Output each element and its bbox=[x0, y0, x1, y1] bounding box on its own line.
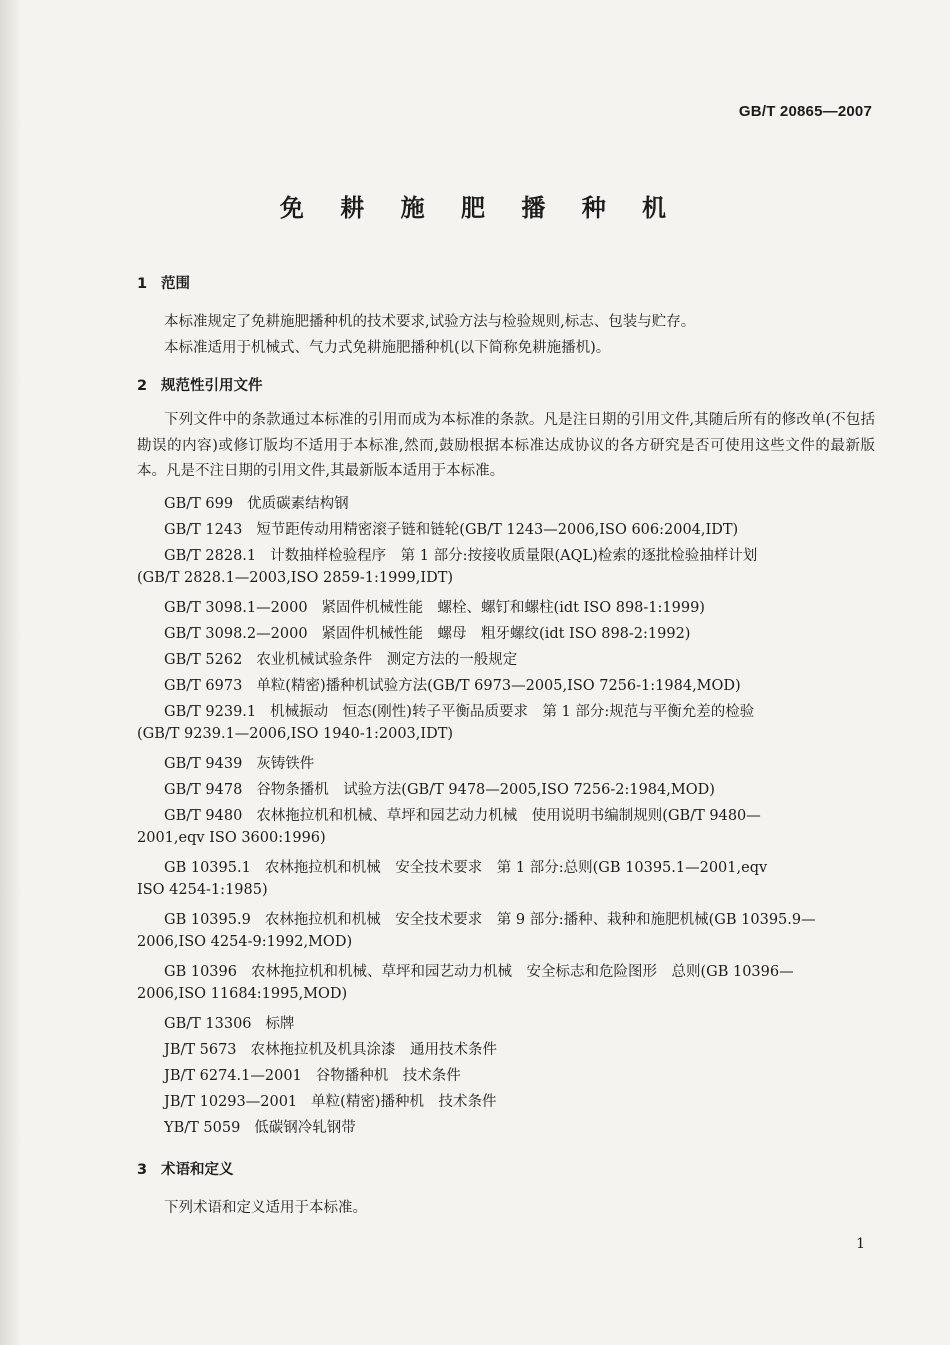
reference-entry bbox=[164, 1064, 461, 1085]
reference-entry bbox=[164, 752, 314, 773]
reference-code: GB 10395.1 bbox=[164, 860, 251, 876]
reference-code: GB/T 3098.2—2000 bbox=[164, 626, 308, 642]
reference-entry bbox=[164, 1038, 497, 1059]
section-1-line: 本标准规定了免耕施肥播种机的技术要求,试验方法与检验规则,标志、包装与贮存。 bbox=[164, 314, 696, 330]
section-title: 范围 bbox=[161, 276, 190, 292]
reference-continuation: (GB/T 2828.1—2003,ISO 2859-1:1999,IDT) bbox=[137, 570, 454, 586]
reference-continuation: ISO 4254-1:1985) bbox=[137, 882, 268, 898]
standard-code: GB/T 20865—2007 bbox=[738, 103, 872, 120]
reference-title: 农林拖拉机和机械 安全技术要求 第 1 部分:总则(GB 10395.1—2001,eqv bbox=[264, 860, 768, 876]
reference-code: GB/T 9239.1 bbox=[164, 704, 257, 720]
reference-title: 农林拖拉机和机械、草坪和园艺动力机械 安全标志和危险图形 总则(GB 10396— bbox=[250, 964, 794, 980]
reference-entry bbox=[164, 596, 705, 617]
reference-code: GB/T 3098.1—2000 bbox=[164, 600, 308, 616]
reference-title: 短节距传动用精密滚子链和链轮(GB/T 1243—2006,ISO 606:2004,IDT) bbox=[256, 522, 739, 538]
reference-entry bbox=[164, 804, 761, 825]
reference-entry bbox=[164, 1116, 356, 1137]
reference-title: 优质碳素结构钢 bbox=[247, 496, 349, 512]
page-number: 1 bbox=[856, 1236, 865, 1252]
reference-code: JB/T 10293—2001 bbox=[164, 1094, 298, 1110]
section-1-heading bbox=[137, 272, 190, 293]
reference-code: GB/T 5262 bbox=[164, 652, 243, 668]
reference-entry bbox=[164, 700, 754, 721]
reference-code: JB/T 5673 bbox=[164, 1042, 237, 1058]
reference-code: GB/T 699 bbox=[164, 496, 234, 512]
reference-code: GB/T 13306 bbox=[164, 1016, 252, 1032]
reference-title: 单粒(精密)播种机试验方法(GB/T 6973—2005,ISO 7256-1:1984,MOD) bbox=[256, 678, 741, 694]
reference-title: 谷物条播机 试验方法(GB/T 9478—2005,ISO 7256-2:1984,MOD) bbox=[256, 782, 715, 798]
reference-title: 农林拖拉机和机械、草坪和园艺动力机械 使用说明书编制规则(GB/T 9480— bbox=[256, 808, 761, 824]
reference-entry bbox=[164, 778, 715, 799]
reference-entry bbox=[164, 674, 741, 695]
reference-title: 农业机械试验条件 测定方法的一般规定 bbox=[256, 652, 518, 668]
reference-title: 紧固件机械性能 螺栓、螺钉和螺柱(idt ISO 898-1:1999) bbox=[321, 600, 705, 616]
reference-continuation: 2006,ISO 11684:1995,MOD) bbox=[137, 986, 348, 1002]
reference-entry bbox=[164, 492, 349, 513]
section-2-intro: 下列文件中的条款通过本标准的引用而成为本标准的条款。凡是注日期的引用文件,其随后所有的修改单(不包括勘误的内容)或修订版均不适用于本标准,然而,鼓励根据本标准达成协议的各方研究是否可使用这些文件的最新版本。凡是不注日期的引用文件,其最新版本适用于本标准。 bbox=[137, 412, 875, 479]
reference-code: GB/T 9478 bbox=[164, 782, 243, 798]
reference-entry bbox=[164, 1090, 497, 1111]
reference-title: 谷物播种机 技术条件 bbox=[315, 1068, 461, 1084]
reference-title: 农林拖拉机和机械 安全技术要求 第 9 部分:播种、栽种和施肥机械(GB 10395.9— bbox=[264, 912, 816, 928]
reference-code: GB/T 1243 bbox=[164, 522, 243, 538]
reference-entry bbox=[164, 856, 767, 877]
reference-title: 紧固件机械性能 螺母 粗牙螺纹(idt ISO 898-2:1992) bbox=[321, 626, 691, 642]
reference-entry bbox=[164, 648, 517, 669]
reference-title: 低碳钢冷轧钢带 bbox=[254, 1120, 356, 1136]
section-2-heading bbox=[137, 374, 263, 395]
document-title: 免 耕 施 肥 播 种 机 bbox=[279, 194, 681, 222]
reference-continuation: 2001,eqv ISO 3600:1996) bbox=[137, 830, 326, 846]
reference-title: 单粒(精密)播种机 技术条件 bbox=[311, 1094, 497, 1110]
reference-entry bbox=[164, 544, 757, 565]
reference-title: 灰铸铁件 bbox=[256, 756, 315, 772]
reference-title: 标牌 bbox=[265, 1016, 295, 1032]
reference-entry bbox=[164, 622, 690, 643]
reference-code: GB/T 9439 bbox=[164, 756, 243, 772]
reference-code: GB/T 6973 bbox=[164, 678, 243, 694]
reference-entry bbox=[164, 1012, 295, 1033]
reference-title: 农林拖拉机及机具涂漆 通用技术条件 bbox=[250, 1042, 498, 1058]
reference-code: GB 10395.9 bbox=[164, 912, 251, 928]
section-3-heading bbox=[137, 1158, 234, 1179]
section-3-line: 下列术语和定义适用于本标准。 bbox=[164, 1200, 367, 1216]
reference-code: GB 10396 bbox=[164, 964, 237, 980]
reference-title: 计数抽样检验程序 第 1 部分:按接收质量限(AQL)检索的逐批检验抽样计划 bbox=[270, 548, 758, 564]
section-number: 3 bbox=[137, 1162, 148, 1178]
reference-code: GB/T 2828.1 bbox=[164, 548, 257, 564]
section-1-line: 本标准适用于机械式、气力式免耕施肥播种机(以下简称免耕施播机)。 bbox=[164, 340, 611, 356]
reference-entry bbox=[164, 960, 794, 981]
reference-entry bbox=[164, 518, 738, 539]
section-number: 1 bbox=[137, 276, 148, 292]
reference-continuation: (GB/T 9239.1—2006,ISO 1940-1:2003,IDT) bbox=[137, 726, 454, 742]
reference-code: GB/T 9480 bbox=[164, 808, 243, 824]
section-title: 规范性引用文件 bbox=[161, 378, 263, 394]
reference-continuation: 2006,ISO 4254-9:1992,MOD) bbox=[137, 934, 353, 950]
reference-entry bbox=[164, 908, 816, 929]
reference-title: 机械振动 恒态(刚性)转子平衡品质要求 第 1 部分:规范与平衡允差的检验 bbox=[270, 704, 755, 720]
section-title: 术语和定义 bbox=[161, 1162, 234, 1178]
reference-code: YB/T 5059 bbox=[164, 1120, 241, 1136]
section-number: 2 bbox=[137, 378, 148, 394]
reference-code: JB/T 6274.1—2001 bbox=[164, 1068, 302, 1084]
